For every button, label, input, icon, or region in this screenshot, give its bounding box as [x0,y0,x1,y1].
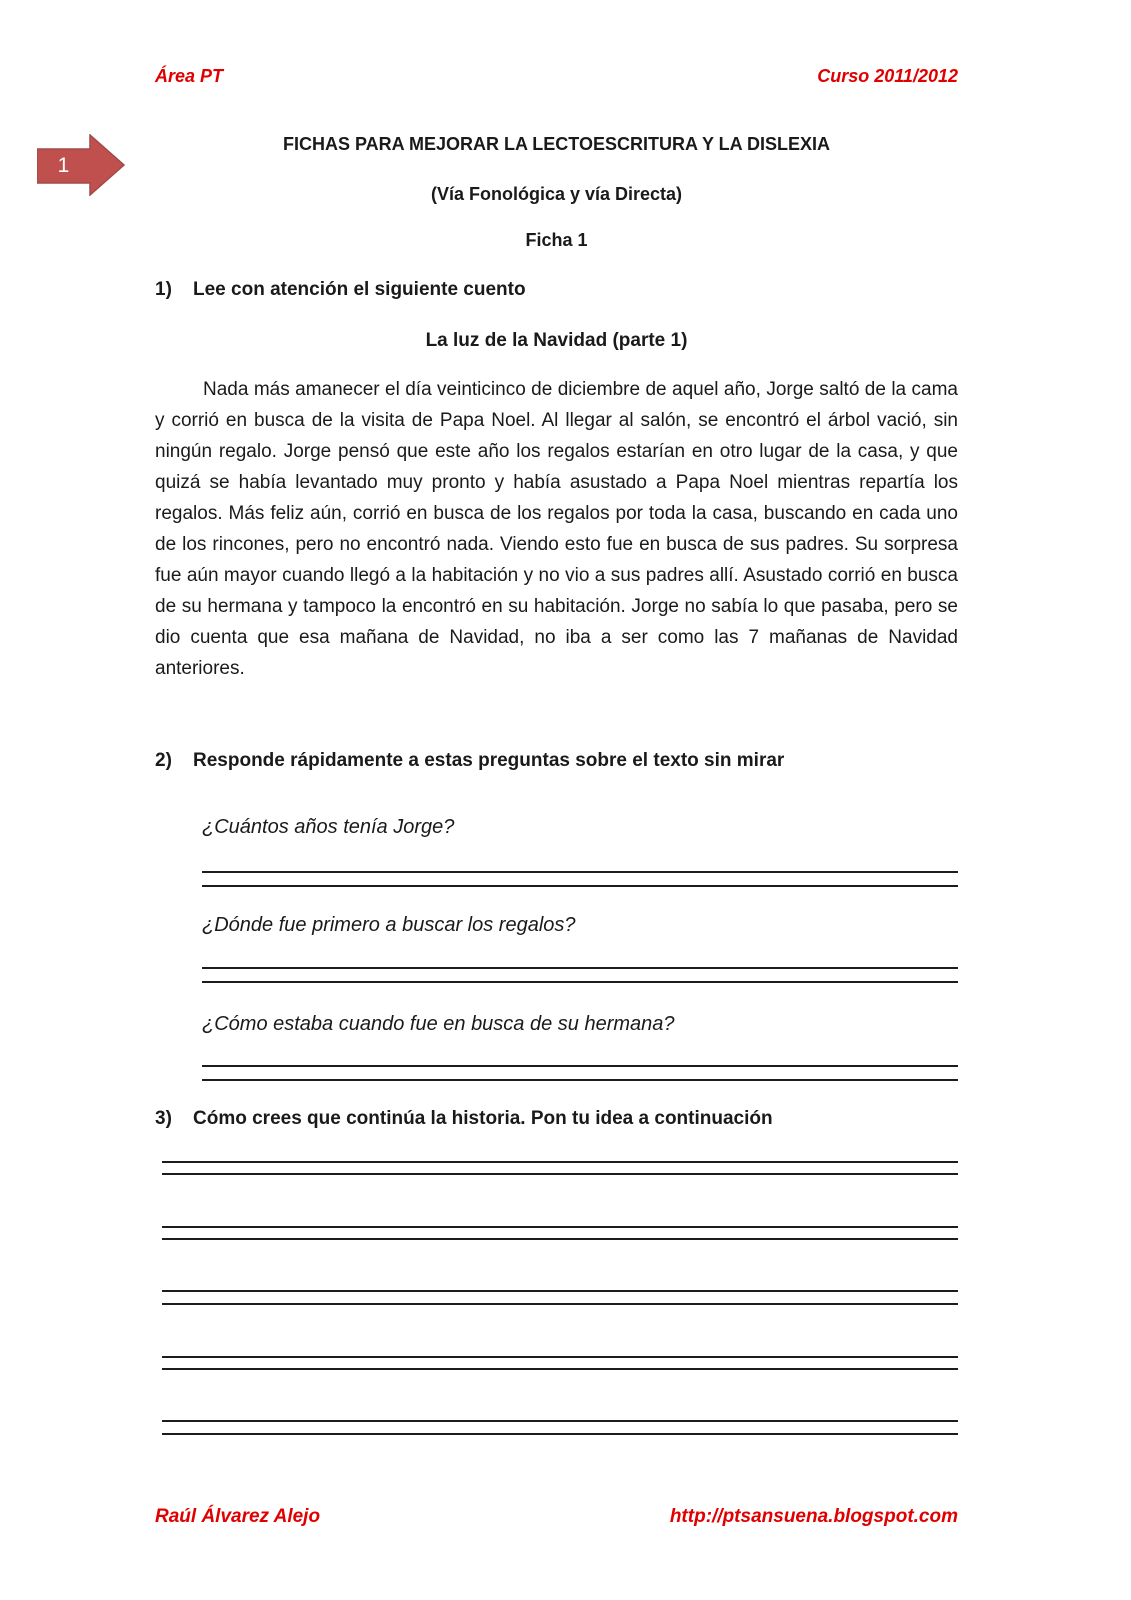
answer-line [202,981,958,983]
question-1: ¿Cuántos años tenía Jorge? [202,816,455,838]
page-number: 1 [57,154,70,177]
answer-line [162,1173,958,1175]
document-title: FICHAS PARA MEJORAR LA LECTOESCRITURA Y LA DISLEXIA [282,134,831,154]
page-number-arrow [37,134,125,196]
footer-author: Raúl Álvarez Alejo [155,1506,321,1527]
answer-line [162,1290,958,1292]
section-3-heading-text: Cómo crees que continúa la historia. Pon tu idea a continuación [193,1108,773,1129]
answer-line [162,1433,958,1435]
answer-line [162,1368,958,1370]
footer-url: http://ptsansuena.blogspot.com [669,1506,958,1527]
answer-line [162,1303,958,1305]
section-3-number: 3) [155,1108,172,1129]
page-footer [155,1506,958,1528]
section-1-heading [155,279,958,301]
document-subtitle: (Vía Fonológica y vía Directa) [430,184,683,204]
answer-line [162,1238,958,1240]
header-area-label: Área PT [155,66,224,86]
question-3: ¿Cómo estaba cuando fue en busca de su hermana? [202,1013,675,1035]
section-2-heading [155,750,958,772]
answer-line [162,1420,958,1422]
answer-line [202,885,958,887]
section-2-heading-text: Responde rápidamente a estas preguntas sobre el texto sin mirar [193,750,785,771]
section-2-number: 2) [155,750,172,771]
story-title: La luz de la Navidad (parte 1) [425,330,688,351]
answer-line [162,1161,958,1163]
section-3-heading [155,1108,958,1130]
answer-line [202,1065,958,1067]
answer-line [202,967,958,969]
question-2: ¿Dónde fue primero a buscar los regalos? [202,914,576,936]
page-header [155,66,958,87]
answer-line [202,871,958,873]
section-1-number: 1) [155,279,172,300]
header-course-label: Curso 2011/2012 [817,66,958,86]
section-1-heading-text: Lee con atención el siguiente cuento [193,279,526,300]
answer-line [202,1079,958,1081]
story-paragraph: Nada más amanecer el día veinticinco de diciembre de aquel año, Jorge saltó de la cama y corrió en busca de la visita de Papa Noel. Al llegar al salón, se encontró el árbol vació, sin ningún regalo. Jorge pensó que este año los regalos estarían en otro lugar de la casa, y que quizá se había levantado muy pronto y había asustado a Papa Noel mientras repartía los regalos. Más feliz aún, corrió en busca de los regalos por toda la casa, buscando en cada uno de los rincones, pero no encontró nada. Viendo esto fue en busca de sus padres. Su sorpresa fue aún mayor cuando llegó a la habitación y no vio a sus padres allí. Asustado corrió en busca de su hermana y tampoco la encontró en su habitación. Jorge no sabía lo que pasaba, pero se dio cuenta que esa mañana de Navidad, no iba a ser como las 7 mañanas de Navidad anteriores. [155,379,958,679]
answer-line [162,1356,958,1358]
answer-line [162,1226,958,1228]
sheet-label: Ficha 1 [525,230,588,250]
